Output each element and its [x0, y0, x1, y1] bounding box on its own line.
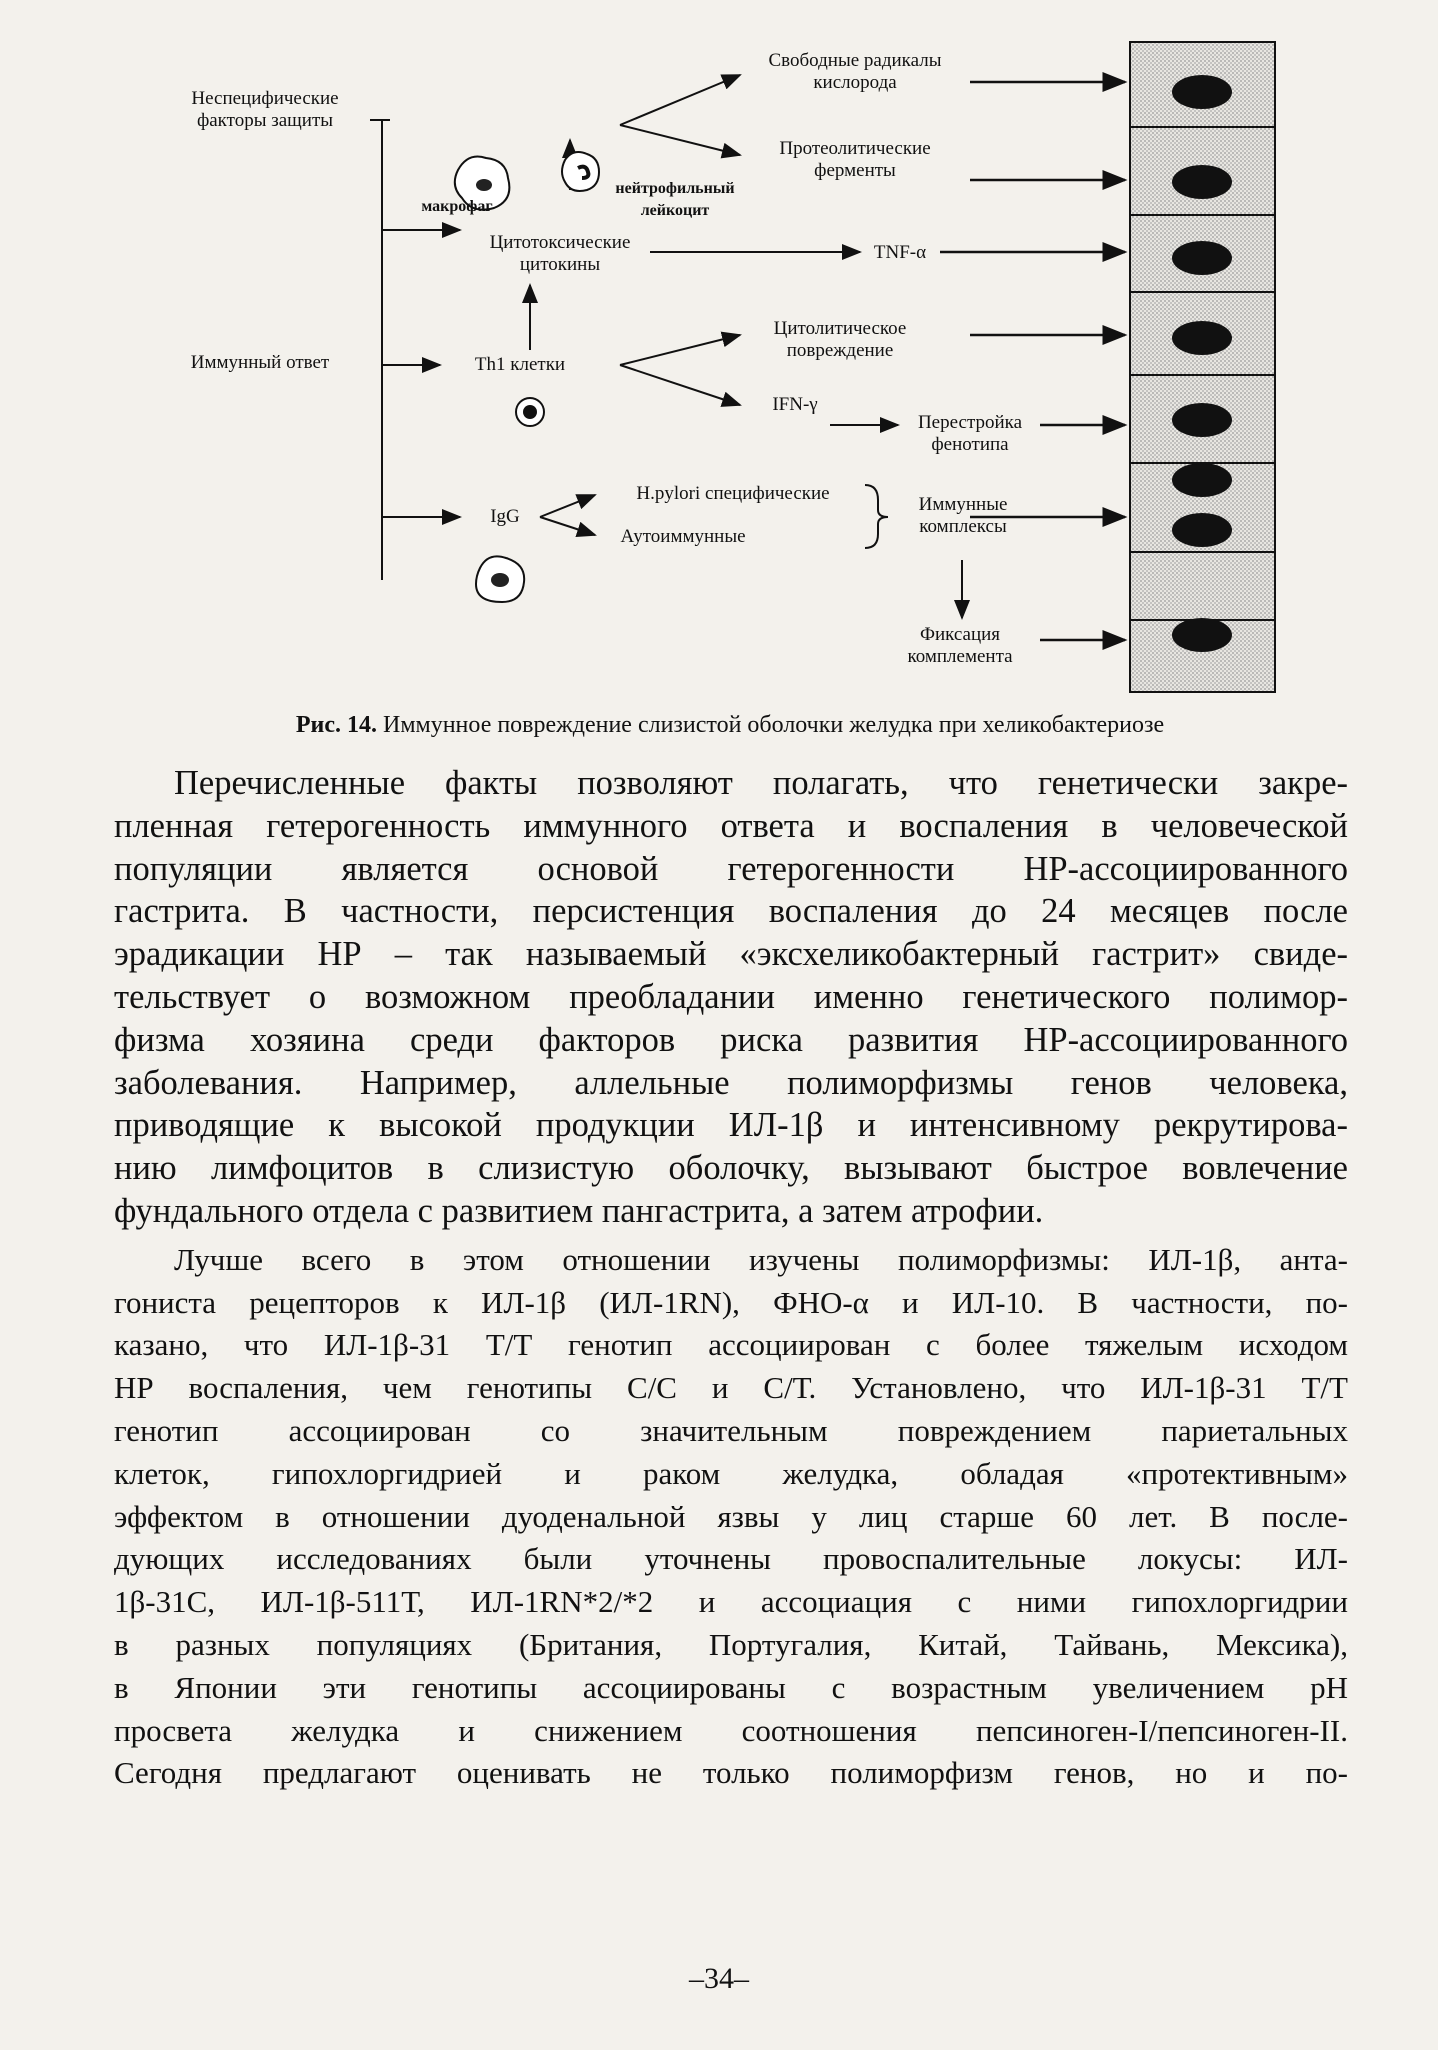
paragraph-2: Лучше всего в этом отношении изучены полиморфизмы: ИЛ-1β, анта- гониста рецепторов к ИЛ-1β (ИЛ-1RN), ФНО-α и ИЛ-10. В частности, по- казано, что ИЛ-1β-31 Т/Т генотип ассоциирован с более тяжелым исходом НР воспаления, чем генотипы С/С и С/Т. Установлено, что ИЛ-1β-31 Т/Т генотип ассоциирован со значительным повреждением париетальных клеток, гипохлоргидрией и раком желудка, обладая «протективным» эффектом в отношении дуоденальной язвы у лиц старше 60 лет. В после- дующих исследованиях были уточнены провоспалительные локусы: ИЛ- 1β-31С, ИЛ-1β-511Т, ИЛ-1RN*2/*2 и ассоциация с ними гипохлоргидрии в разных популяциях (Британия, Португалия, Китай, Тайвань, Мексика), в Японии эти генотипы ассоциированы с возрастным увеличением рН просвета желудка и снижением соотношения пепсиноген-I/пепсиноген-II. Сегодня предлагают оценивать не только полиморфизм генов, но и по-	[114, 1241, 1348, 1791]
phenotype-rebuild-label: Перестройка фенотипа	[917, 412, 1023, 455]
autoimmune-label: Аутоиммунные	[620, 526, 746, 547]
oxygen-radicals-label: Свободные радикалы кислорода	[768, 50, 942, 93]
complement-fixation-label: Фиксация комплемента	[907, 624, 1013, 667]
immune-response-label: Иммунный ответ	[190, 352, 330, 373]
proteolytic-enzymes-label: Протеолитические ферменты	[779, 138, 931, 181]
ifn-gamma-label: IFN-γ	[772, 394, 818, 415]
cytolytic-damage-label: Цитолитическое повреждение	[773, 318, 907, 361]
igg-label: IgG	[490, 506, 520, 527]
figure-caption	[140, 712, 1320, 739]
th1-cells-label: Th1 клетки	[474, 354, 566, 375]
caption-prefix: Рис. 14.	[295, 712, 377, 738]
tnf-alpha-label: TNF-α	[873, 242, 927, 263]
paragraph-1: Перечисленные факты позволяют полагать, что генетически закре- пленная гетерогенность иммунного ответа и воспаления в человеческой популяции является основой гетерогенности НР-ассоциированного гастрита. В частности, персистенция воспаления до 24 месяцев после эрадикации НР – так называемый «эксхеликобактерный гастрит» свиде- тельствует о возможном преобладании именно генетического полимор- физма хозяина среди факторов риска развития НР-ассоциированного заболевания. Например, аллельные полиморфизмы генов человека, приводящие к высокой продукции ИЛ-1β и интенсивному рекрутирова- нию лимфоцитов в слизистую оболочку, вызывают быстрое вовлечение фундального отдела с развитием пангастрита, а затем атрофии.	[114, 764, 1348, 1230]
immune-damage-diagram	[140, 20, 1320, 700]
caption-text: Иммунное повреждение слизистой оболочки желудка при хеликобактериозе	[377, 712, 1165, 738]
nonspecific-factors-label: Неспецифические факторы защиты	[191, 88, 339, 131]
cytotoxic-cytokines-label: Цитотоксические цитокины	[489, 232, 631, 275]
mucosa-column	[1130, 42, 1275, 692]
plasma-cell-icon	[476, 556, 524, 602]
neutrophil-cell-icon	[562, 152, 599, 191]
immune-complexes-label: Иммунные комплексы	[918, 494, 1008, 537]
hpylori-specific-label: H.pylori специфические	[636, 483, 830, 504]
neutrophil-label: нейтрофильный лейкоцит	[615, 180, 735, 219]
macrophage-label: макрофаг	[421, 198, 493, 215]
page-number: –34–	[689, 1962, 749, 1995]
lymphocyte-cell-icon	[516, 398, 544, 426]
body-text	[114, 762, 1348, 1795]
